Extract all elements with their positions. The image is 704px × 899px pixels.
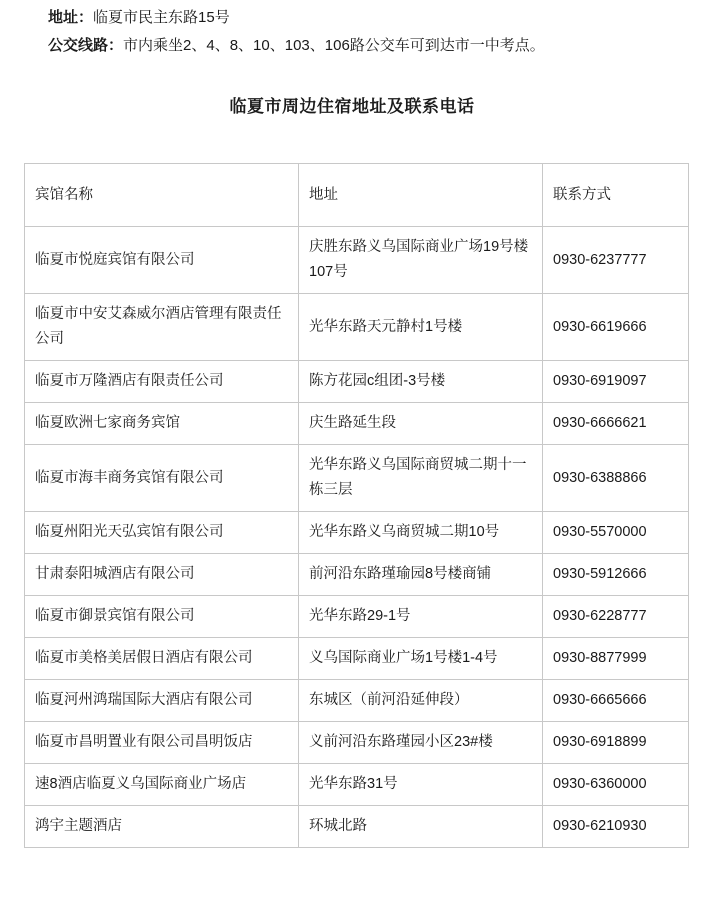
address-value: 临夏市民主东路15号 [93, 9, 230, 26]
hotel-address: 光华东路天元静村1号楼 [299, 294, 543, 361]
hotel-address: 环城北路 [299, 806, 543, 848]
hotel-name: 临夏市中安艾森威尔酒店管理有限责任公司 [25, 294, 299, 361]
hotel-address: 庆生路延生段 [299, 403, 543, 445]
hotel-phone: 0930-6919097 [543, 361, 689, 403]
hotel-table-container [24, 163, 680, 848]
hotel-address: 前河沿东路瑾瑜园8号楼商铺 [299, 554, 543, 596]
table-row [25, 722, 689, 764]
hotel-name: 临夏市悦庭宾馆有限公司 [25, 227, 299, 294]
table-header-row [25, 164, 689, 227]
table-row [25, 596, 689, 638]
hotel-phone: 0930-6228777 [543, 596, 689, 638]
column-header-contact: 联系方式 [543, 164, 689, 227]
table-row [25, 227, 689, 294]
table-row [25, 512, 689, 554]
hotel-phone: 0930-6666621 [543, 403, 689, 445]
hotel-name: 临夏市美格美居假日酒店有限公司 [25, 638, 299, 680]
table-row [25, 294, 689, 361]
table-row [25, 361, 689, 403]
hotel-phone: 0930-5912666 [543, 554, 689, 596]
table-row [25, 806, 689, 848]
column-header-address: 地址 [299, 164, 543, 227]
hotel-name: 临夏市万隆酒店有限责任公司 [25, 361, 299, 403]
hotel-name: 临夏市御景宾馆有限公司 [25, 596, 299, 638]
hotel-phone: 0930-8877999 [543, 638, 689, 680]
hotel-address: 光华东路义乌国际商贸城二期十一栋三层 [299, 445, 543, 512]
hotel-name: 临夏州阳光天弘宾馆有限公司 [25, 512, 299, 554]
hotel-name: 速8酒店临夏义乌国际商业广场店 [25, 764, 299, 806]
address-label: 地址： [48, 9, 94, 26]
hotel-address: 陈方花园c组团-3号楼 [299, 361, 543, 403]
hotel-address: 义乌国际商业广场1号楼1-4号 [299, 638, 543, 680]
table-row [25, 764, 689, 806]
hotel-name: 鸿宇主题酒店 [25, 806, 299, 848]
table-row [25, 403, 689, 445]
hotel-phone: 0930-6665666 [543, 680, 689, 722]
hotel-name: 甘肃泰阳城酒店有限公司 [25, 554, 299, 596]
table-row [25, 445, 689, 512]
hotel-address: 义前河沿东路瑾园小区23#楼 [299, 722, 543, 764]
hotel-address: 光华东路31号 [299, 764, 543, 806]
hotel-address: 光华东路29-1号 [299, 596, 543, 638]
hotel-table [24, 163, 689, 848]
hotel-address: 庆胜东路义乌国际商业广场19号楼107号 [299, 227, 543, 294]
page-title: 临夏市周边住宿地址及联系电话 [229, 97, 475, 116]
hotel-phone: 0930-6619666 [543, 294, 689, 361]
address-line [24, 4, 680, 32]
hotel-phone: 0930-6388866 [543, 445, 689, 512]
hotel-phone: 0930-6237777 [543, 227, 689, 294]
hotel-address: 东城区（前河沿延伸段） [299, 680, 543, 722]
info-block [24, 0, 680, 60]
table-row [25, 638, 689, 680]
hotel-address: 光华东路义乌商贸城二期10号 [299, 512, 543, 554]
table-row [25, 554, 689, 596]
table-row [25, 680, 689, 722]
hotel-name: 临夏河州鸿瑞国际大酒店有限公司 [25, 680, 299, 722]
hotel-name: 临夏欧洲七家商务宾馆 [25, 403, 299, 445]
bus-route-value: 市内乘坐2、4、8、10、103、106路公交车可到达市一中考点。 [123, 37, 545, 54]
hotel-phone: 0930-5570000 [543, 512, 689, 554]
bus-route-line [24, 32, 680, 60]
hotel-name: 临夏市海丰商务宾馆有限公司 [25, 445, 299, 512]
bus-route-label: 公交线路： [48, 37, 124, 54]
hotel-phone: 0930-6918899 [543, 722, 689, 764]
hotel-phone: 0930-6210930 [543, 806, 689, 848]
hotel-phone: 0930-6360000 [543, 764, 689, 806]
hotel-name: 临夏市昌明置业有限公司昌明饭店 [25, 722, 299, 764]
column-header-name: 宾馆名称 [25, 164, 299, 227]
